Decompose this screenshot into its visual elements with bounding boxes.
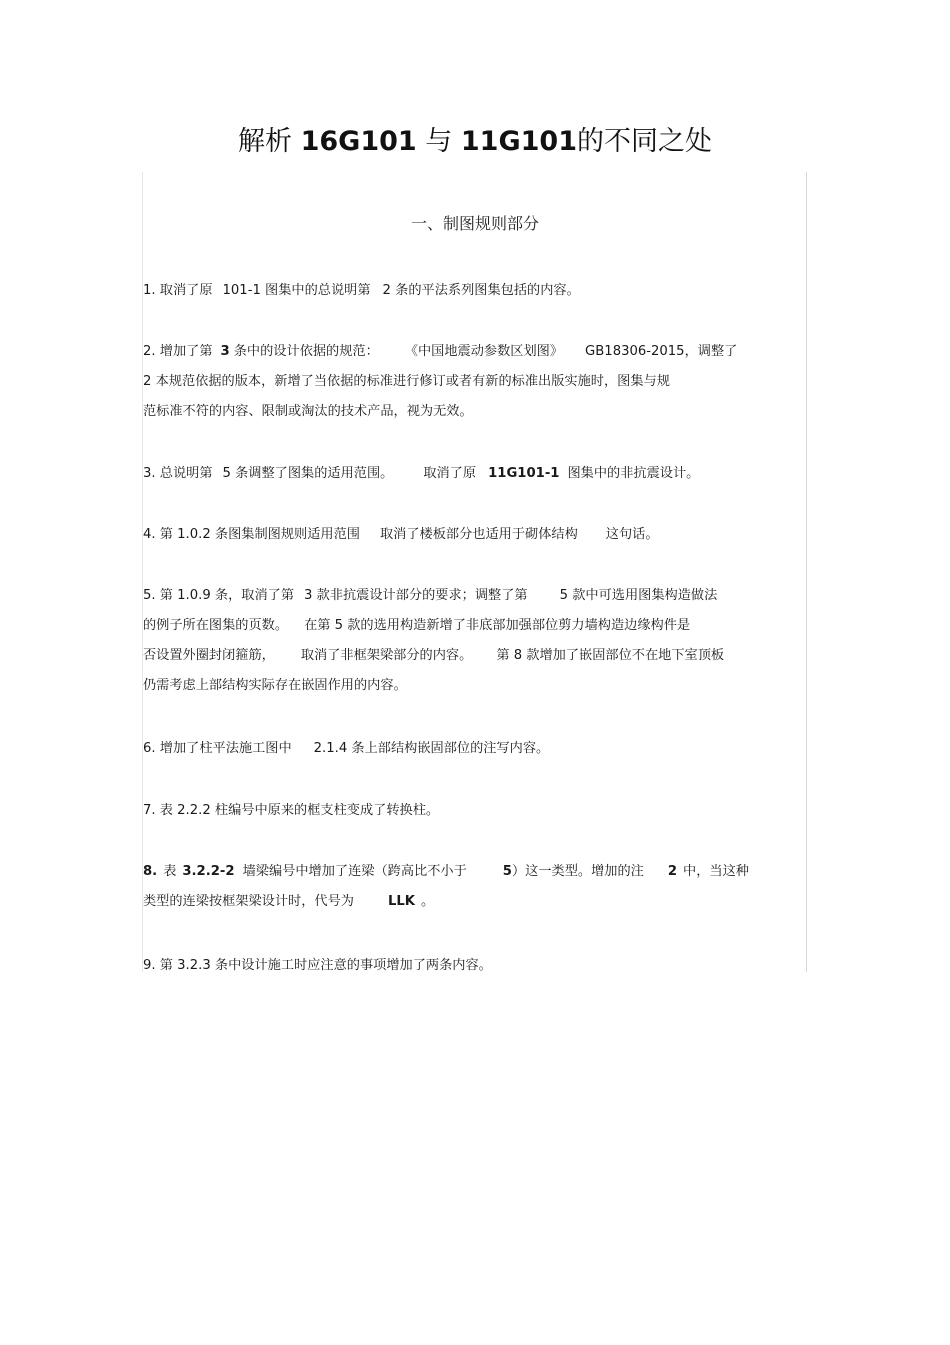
item-5-line-4: 仍需考虑上部结构实际存在嵌固作用的内容。 xyxy=(143,678,407,693)
item-5-line-1: 5. 第 1.0.9 条，取消了第 3 款非抗震设计部分的要求；调整了第 5 款中可选用图集构造做法 xyxy=(143,588,718,603)
title-code-11g101: 11G101 xyxy=(460,126,577,157)
item-3-line-1: 3. 总说明第 5 条调整了图集的适用范围。 取消了原 11G101-1 图集中的非抗震设计。 xyxy=(143,466,700,481)
item-5-line-3: 否设置外圈封闭箍筋， 取消了非框架梁部分的内容。 第 8 款增加了嵌固部位不在地下室顶板 xyxy=(143,648,725,663)
title-prefix: 解析 xyxy=(238,126,292,157)
item-4 xyxy=(143,520,805,550)
item-6-line-1: 6. 增加了柱平法施工图中 2.1.4 条上部结构嵌固部位的注写内容。 xyxy=(143,741,550,756)
item-5-line-2: 的例子所在图集的页数。 在第 5 款的选用构造新增了非底部加强部位剪力墙构造边缘构件是 xyxy=(143,618,691,633)
item-2 xyxy=(143,337,805,427)
section-heading: 一、制图规则部分 xyxy=(410,214,539,233)
title-code-16g101: 16G101 xyxy=(300,126,417,157)
item-8-line-1: 8. 表 3.2.2-2 墙梁编号中增加了连梁（跨高比不小于 5）这一类型。增加的注 2 中，当这种 xyxy=(143,864,749,879)
item-2-line-2: 2 本规范依据的版本，新增了当依据的标准进行修订或者有新的标准出版实施时，图集与规 xyxy=(143,374,670,389)
page-title xyxy=(0,122,950,162)
item-1 xyxy=(143,276,805,306)
item-3 xyxy=(143,459,805,489)
item-7-line-1: 7. 表 2.2.2 柱编号中原来的框支柱变成了转换柱。 xyxy=(143,803,440,818)
item-1-line-1: 1. 取消了原 101-1 图集中的总说明第 2 条的平法系列图集包括的内容。 xyxy=(143,283,580,298)
item-2-line-1: 2. 增加了第 3 条中的设计依据的规范： 《中国地震动参数区划图》 GB18306-2015，调整了 xyxy=(143,344,738,359)
item-6 xyxy=(143,734,805,764)
item-9 xyxy=(143,951,805,981)
title-connector: 与 xyxy=(425,126,453,157)
frame-right-border xyxy=(806,172,807,972)
item-8-line-2: 类型的连梁按框架梁设计时，代号为 LLK 。 xyxy=(143,894,435,909)
item-9-line-1: 9. 第 3.2.3 条中设计施工时应注意的事项增加了两条内容。 xyxy=(143,958,492,973)
item-4-line-1: 4. 第 1.0.2 条图集制图规则适用范围 取消了楼板部分也适用于砌体结构 这句话。 xyxy=(143,527,659,542)
item-2-line-3: 范标准不符的内容、限制或淘汰的技术产品，视为无效。 xyxy=(143,404,473,419)
item-5 xyxy=(143,581,805,701)
title-suffix: 的不同之处 xyxy=(577,126,712,157)
item-7 xyxy=(143,796,805,826)
item-8 xyxy=(143,857,805,917)
